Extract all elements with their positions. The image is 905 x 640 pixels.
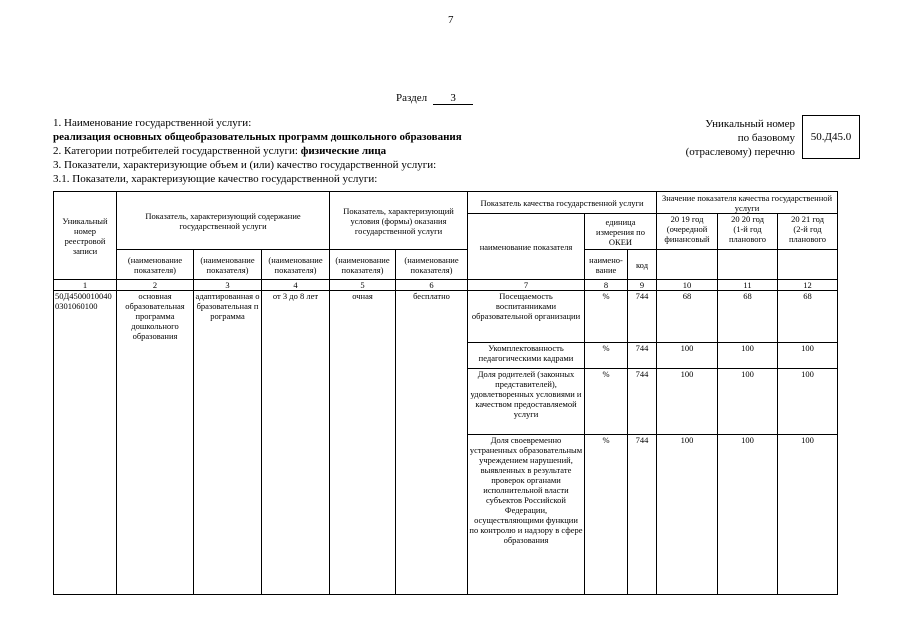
- value-cell: 100: [718, 369, 778, 435]
- value-cell: 100: [718, 435, 778, 595]
- header-unit: единица измерения по ОКЕИ: [585, 214, 657, 250]
- value-cell: 100: [778, 369, 838, 435]
- column-number: 10: [657, 280, 718, 291]
- value-cell: 100: [778, 343, 838, 369]
- value-cell: 100: [778, 435, 838, 595]
- indicator-name-placeholder: (наименование показателя): [396, 250, 468, 280]
- value-cell: 100: [718, 343, 778, 369]
- indicator-name-cell: Посещаемость воспитанниками образовательной организации: [468, 291, 585, 343]
- year-2-note: (1-й год планового: [728, 224, 767, 244]
- consumer-category-value: физические лица: [300, 145, 387, 157]
- service-name: реализация основных общеобразовательных программ дошкольного образования: [53, 131, 462, 143]
- unique-number-line3: (отраслевому) перечню: [685, 146, 795, 158]
- quality-indicators-heading: 3.1. Показатели, характеризующие качество государственной услуги:: [53, 173, 378, 185]
- indicator-name-cell: Укомплектованность педагогическими кадрами: [468, 343, 585, 369]
- consumer-category-label: 2. Категории потребителей государственной услуги:: [53, 145, 298, 157]
- condition-indicator-1: очная: [330, 291, 396, 595]
- unit-code-cell: 744: [628, 435, 657, 595]
- table-header-row: [54, 250, 838, 280]
- column-number: 7: [468, 280, 585, 291]
- column-number-row: [54, 280, 838, 291]
- year-3-note: (2-й год планового: [788, 224, 827, 244]
- header-value: Значение показателя качества государственной услуги: [657, 192, 838, 214]
- blank-cell: [778, 250, 838, 280]
- column-number: 2: [117, 280, 194, 291]
- indicator-name-cell: Доля родителей (законных представителей), удовлетворенных условиями и качеством предоставляемой услуги: [468, 369, 585, 435]
- column-number: 5: [330, 280, 396, 291]
- reg-number-cell: 50Д45000100400301060100: [54, 291, 117, 595]
- indicator-name-placeholder: (наименование показателя): [117, 250, 194, 280]
- header-year-3: [778, 214, 838, 250]
- column-number: 8: [585, 280, 628, 291]
- unit-cell: %: [585, 291, 628, 343]
- unit-cell: %: [585, 369, 628, 435]
- value-cell: 68: [718, 291, 778, 343]
- indicators-heading: 3. Показатели, характеризующие объем и (или) качество государственной услуги:: [53, 159, 437, 171]
- condition-indicator-2: бесплатно: [396, 291, 468, 595]
- column-number: 6: [396, 280, 468, 291]
- year-1-label: 20 19 год: [670, 214, 704, 224]
- value-cell: 100: [657, 343, 718, 369]
- unit-cell: %: [585, 343, 628, 369]
- header-reg-number: Уникальный номер реестровой записи: [54, 192, 117, 280]
- header-unit-code: код: [628, 250, 657, 280]
- indicator-name-placeholder: (наименование показателя): [330, 250, 396, 280]
- indicator-name-placeholder: (наименование показателя): [194, 250, 262, 280]
- section-number: 3: [433, 92, 473, 105]
- unique-number-line2: по базовому: [737, 132, 795, 144]
- header-conditions: Показатель, характеризующий условия (формы) оказания государственной услуги: [330, 192, 468, 250]
- unit-code-cell: 744: [628, 291, 657, 343]
- section-label: Раздел: [396, 92, 428, 104]
- unit-code-cell: 744: [628, 369, 657, 435]
- year-3-label: 20 21 год: [791, 214, 824, 224]
- table-header-row: [54, 192, 838, 214]
- column-number: 1: [54, 280, 117, 291]
- unit-cell: %: [585, 435, 628, 595]
- column-number: 3: [194, 280, 262, 291]
- year-2-label: 20 20 год: [731, 214, 764, 224]
- consumer-category: [53, 145, 386, 158]
- unique-number-code: 50.Д45.0: [802, 115, 860, 159]
- value-cell: 100: [657, 369, 718, 435]
- table-row: [54, 291, 838, 343]
- indicator-name-placeholder: (наименование показателя): [262, 250, 330, 280]
- section-heading: [396, 92, 473, 105]
- value-cell: 68: [657, 291, 718, 343]
- indicator-name-cell: Доля своевременно устраненных образовательным учреждением нарушений, выявленных в результате проверок органами исполнительной власти субъектов Российской Федерации, осуществляющими функции по контролю и надзору в сфере образования: [468, 435, 585, 595]
- header-year-2: [718, 214, 778, 250]
- header-indicator-name: наименование показателя: [468, 214, 585, 280]
- unique-number-line1: Уникальный номер: [705, 118, 795, 130]
- header-unit-name: наимено-вание: [585, 250, 628, 280]
- year-1-note: (очередной финансовый: [664, 224, 710, 244]
- column-number: 12: [778, 280, 838, 291]
- blank-cell: [657, 250, 718, 280]
- unique-number-caption: [686, 117, 795, 159]
- service-name-label: 1. Наименование государственной услуги:: [53, 117, 252, 129]
- page-number: 7: [448, 14, 454, 26]
- header-content: Показатель, характеризующий содержание государственной услуги: [117, 192, 330, 250]
- content-indicator-3: от 3 до 8 лет: [262, 291, 330, 595]
- unit-code-cell: 744: [628, 343, 657, 369]
- value-cell: 100: [657, 435, 718, 595]
- quality-table: [53, 191, 838, 595]
- content-indicator-2: адаптированная образовательная программа: [194, 291, 262, 595]
- column-number: 11: [718, 280, 778, 291]
- header-quality: Показатель качества государственной услуги: [468, 192, 657, 214]
- column-number: 9: [628, 280, 657, 291]
- value-cell: 68: [778, 291, 838, 343]
- column-number: 4: [262, 280, 330, 291]
- content-indicator-1: основная образовательная программа дошкольного образования: [117, 291, 194, 595]
- blank-cell: [718, 250, 778, 280]
- header-year-1: [657, 214, 718, 250]
